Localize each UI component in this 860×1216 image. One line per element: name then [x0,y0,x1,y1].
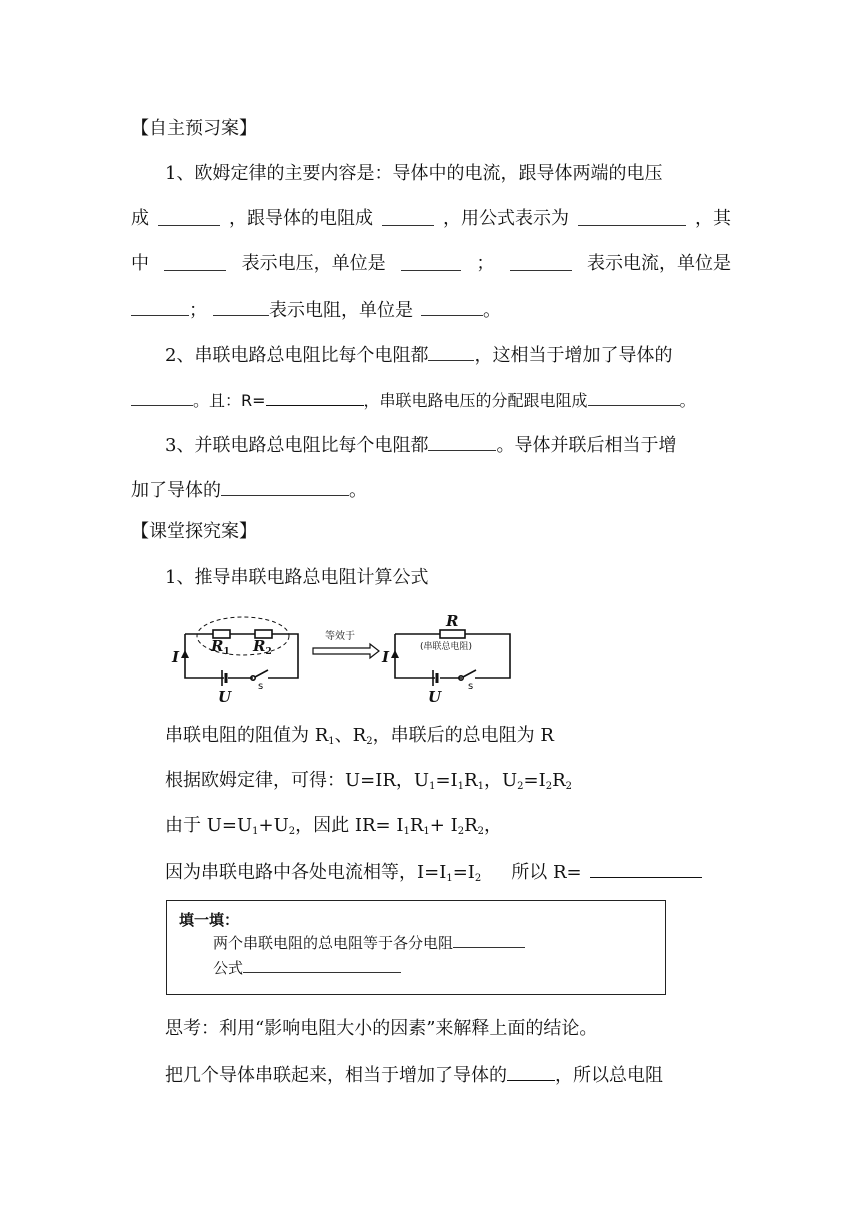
derive-title: 1、推导串联电路总电阻计算公式 [165,567,429,588]
q1-text: ，用公式表示为 [443,208,569,229]
q1-line2 [131,207,731,231]
subscript: 1 [252,826,259,837]
q1-text: 表示电阻，单位是 [269,300,413,321]
q1-text: ，跟导体的电阻成 [229,208,373,229]
think-line2 [165,1062,731,1088]
subscript: 1 [403,826,410,837]
derive-text: + I [429,815,458,836]
q1-text: ； [476,253,495,274]
subscript: 1 [328,736,335,747]
answer-blank[interactable] [507,1062,555,1081]
derive-text: 串联电阻的阻值为 R [165,725,329,746]
answer-blank[interactable] [401,252,461,271]
derive-text: 因为串联电路中各处电流相等，I=I [165,862,447,883]
subscript: 1 [457,781,465,792]
q2-line2 [131,387,731,413]
subscript: 1 [477,781,484,792]
q3-line1 [165,432,731,458]
q3-text: 加了导体的 [131,480,221,501]
q1-line1: 1、欧姆定律的主要内容是：导体中的电流，跟导体两端的电压 [165,163,663,184]
label-i: I [172,648,180,666]
answer-blank[interactable] [588,387,680,406]
subscript: 2 [517,781,524,792]
derive-text: =I [452,862,475,883]
derive-text: ， [484,815,503,836]
subscript: 2 [565,781,573,792]
label-r1: $R_1$ [211,637,230,657]
subscript: 2 [477,826,485,837]
fill-in-box [166,900,666,995]
fill-box-text: 公式 [213,959,244,977]
answer-blank[interactable] [428,342,474,361]
subscript: 2 [457,826,465,837]
fill-box-title: 填一填： [179,911,240,929]
label-s: s [468,681,474,692]
label-r: R [446,612,459,630]
derive-text: 由于 U=U [165,815,253,836]
fill-box-line1 [213,932,525,953]
answer-blank[interactable] [510,252,572,271]
resistor-r [440,630,465,638]
derive-text: R [409,815,424,836]
section-title-inquiry: 【课堂探究案】 [131,521,257,542]
q2-text: 2、串联电路总电阻比每个电阻都 [165,345,429,366]
q1-text: 。 [483,300,501,321]
answer-blank[interactable] [221,477,349,496]
q1-line4 [131,297,731,323]
q3-text: 。导体并联后相当于增 [496,435,677,456]
q2-text: ，串联电路电压的分配跟电阻成 [363,391,588,410]
think-line1: 思考：利用“影响电阻大小的因素”来解释上面的结论。 [165,1018,598,1039]
derive-line3 [165,814,765,838]
answer-blank[interactable] [382,207,434,226]
answer-blank[interactable] [428,432,496,451]
derive-text: R [464,815,478,836]
label-r2: $R_2$ [253,637,272,657]
current-arrow-icon [391,650,399,658]
answer-blank[interactable] [243,957,401,973]
label-s: s [258,681,264,692]
think-text: ，所以总电阻 [555,1065,663,1086]
derive-text: +U [258,815,289,836]
fill-box-line2 [213,957,401,978]
subscript: 1 [423,826,430,837]
subscript: 2 [366,736,373,747]
subscript: 2 [474,873,482,884]
derive-text: R [464,770,478,791]
subscript: 2 [288,826,296,837]
q2-text: 。且：R= [193,391,266,410]
q2-line1 [165,342,731,368]
circuit-diagram [165,606,515,704]
switch-lever [463,670,476,677]
current-arrow-icon [181,650,189,658]
derive-text: =I [435,770,458,791]
fill-box-text: 两个串联电阻的总电阻等于各分电阻 [213,934,454,952]
q2-text: 。 [679,391,696,410]
q1-text: ，其 [695,208,731,229]
answer-blank[interactable] [453,932,525,948]
switch-lever [255,670,268,677]
q1-text: 中 [131,253,149,274]
answer-blank[interactable] [131,387,193,406]
derive-text: =I [523,770,546,791]
section-title-preview: 【自主预习案】 [131,118,257,139]
q1-text: 表示电压，单位是 [241,253,386,274]
derive-text: 根据欧姆定律，可得：U=IR，U [165,770,430,791]
wire [395,634,510,678]
label-r-note: (串联总电阻) [420,642,473,652]
derive-text: ，串联后的总电阻为 R [372,725,554,746]
subscript: 1 [429,781,436,792]
label-u: U [428,688,442,704]
answer-blank[interactable] [590,859,702,878]
q3-text: 3、并联电路总电阻比每个电阻都 [165,435,429,456]
derive-text: ，因此 IR= I [295,815,404,836]
think-text: 把几个导体串联起来，相当于增加了导体的 [165,1065,507,1086]
derive-text: 所以 R= [511,862,582,883]
subscript: 2 [545,781,553,792]
label-u: U [218,688,232,704]
derive-text: R [552,770,566,791]
derive-line2 [165,769,765,793]
answer-blank[interactable] [578,207,686,226]
derive-text: ，U [483,770,518,791]
q1-line3 [131,252,731,276]
derive-text: 、R [334,725,367,746]
label-i: I [382,648,390,666]
derive-line4 [165,859,765,885]
derive-line1 [165,724,765,748]
answer-blank[interactable] [421,297,483,316]
answer-blank[interactable] [158,207,220,226]
answer-blank[interactable] [131,297,189,316]
subscript: 1 [446,873,453,884]
q3-text: 。 [349,480,367,501]
q3-line2 [131,477,731,503]
q1-text: 成 [131,208,149,229]
answer-blank[interactable] [164,252,226,271]
arrow-shape [313,644,379,658]
q2-text: ，这相当于增加了导体的 [474,345,673,366]
answer-blank[interactable] [266,387,364,406]
wire [185,634,298,678]
arrow-label: 等效于 [325,631,355,642]
q1-text: 表示电流，单位是 [586,253,731,274]
answer-blank[interactable] [213,297,269,316]
q1-text: ； [189,300,207,321]
